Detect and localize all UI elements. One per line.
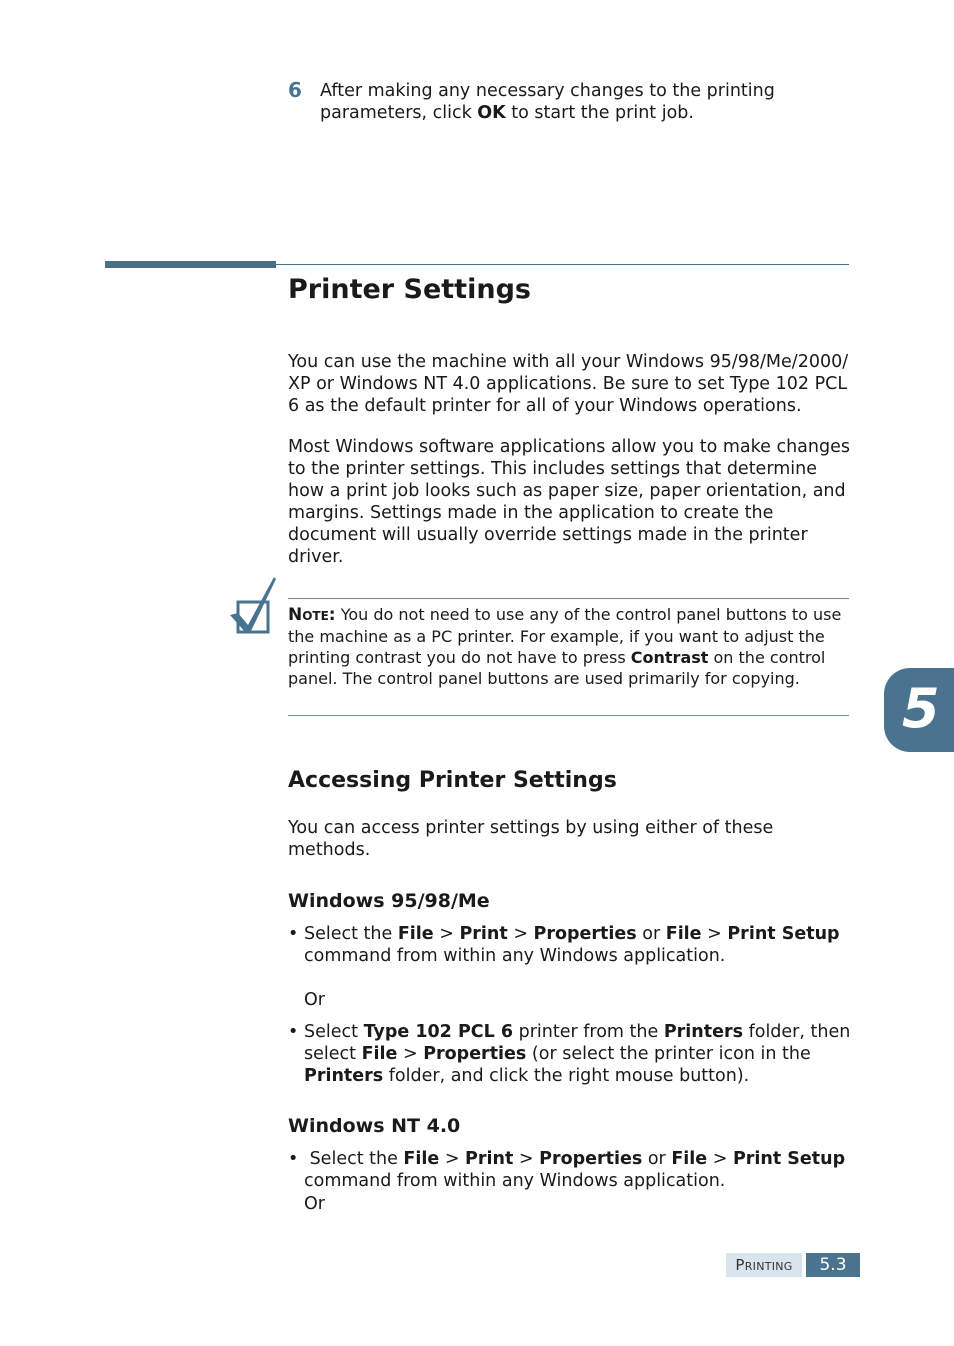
step-number: 6 xyxy=(288,78,302,102)
list-item: • Select Type 102 PCL 6 printer from the Printers folder, then select File > Properties (or select the printer icon in the Printers folder, and click the right mouse button). xyxy=(288,1022,851,1086)
note-rule-bottom xyxy=(288,715,849,716)
section-rule-thin xyxy=(276,264,849,265)
accessing-intro: You can access printer settings by using either of these methods. xyxy=(288,818,774,860)
note-box: Note: You do not need to use any of the control panel buttons to use the machine as a PC printer. For example, if you want to adjust the printing contrast you do not have to press Contrast on the control panel. The control panel buttons are used primarily for copying. xyxy=(288,605,842,688)
page-title: Printer Settings xyxy=(288,274,531,305)
step-text: After making any necessary changes to the printing parameters, click OK to start the print job. xyxy=(320,81,775,123)
heading-nt: Windows NT 4.0 xyxy=(288,1115,461,1137)
subsection-title: Accessing Printer Settings xyxy=(288,768,617,793)
or-text: Or xyxy=(304,1194,325,1214)
list-item: • Select the File > Print > Properties or File > Print Setup command from within any Windows application. xyxy=(288,924,840,966)
heading-win95: Windows 95/98/Me xyxy=(288,890,490,912)
or-text: Or xyxy=(304,990,325,1010)
chapter-tab: 5 xyxy=(884,668,954,752)
checkmark-box-icon xyxy=(226,575,280,639)
intro-paragraph: You can use the machine with all your Windows 95/98/Me/2000/ XP or Windows NT 4.0 applications. Be sure to set Type 102 PCL 6 as the default printer for all of your Windows operations. xyxy=(288,352,849,416)
page-number: 5.3 xyxy=(806,1253,860,1277)
section-rule-thick xyxy=(105,261,276,268)
note-rule-top xyxy=(288,598,849,599)
note-label: Note: xyxy=(288,605,336,625)
footer-section-label: Printing xyxy=(726,1253,802,1277)
settings-paragraph: Most Windows software applications allow you to make changes to the printer settings. This includes settings that determine how a print job looks such as paper size, paper orientation, and margins. Settings made in the application to create the document will usually override settings made in the printer driver. xyxy=(288,437,850,567)
list-item: • Select the File > Print > Properties or File > Print Setup command from within any Windows application. xyxy=(288,1149,846,1191)
